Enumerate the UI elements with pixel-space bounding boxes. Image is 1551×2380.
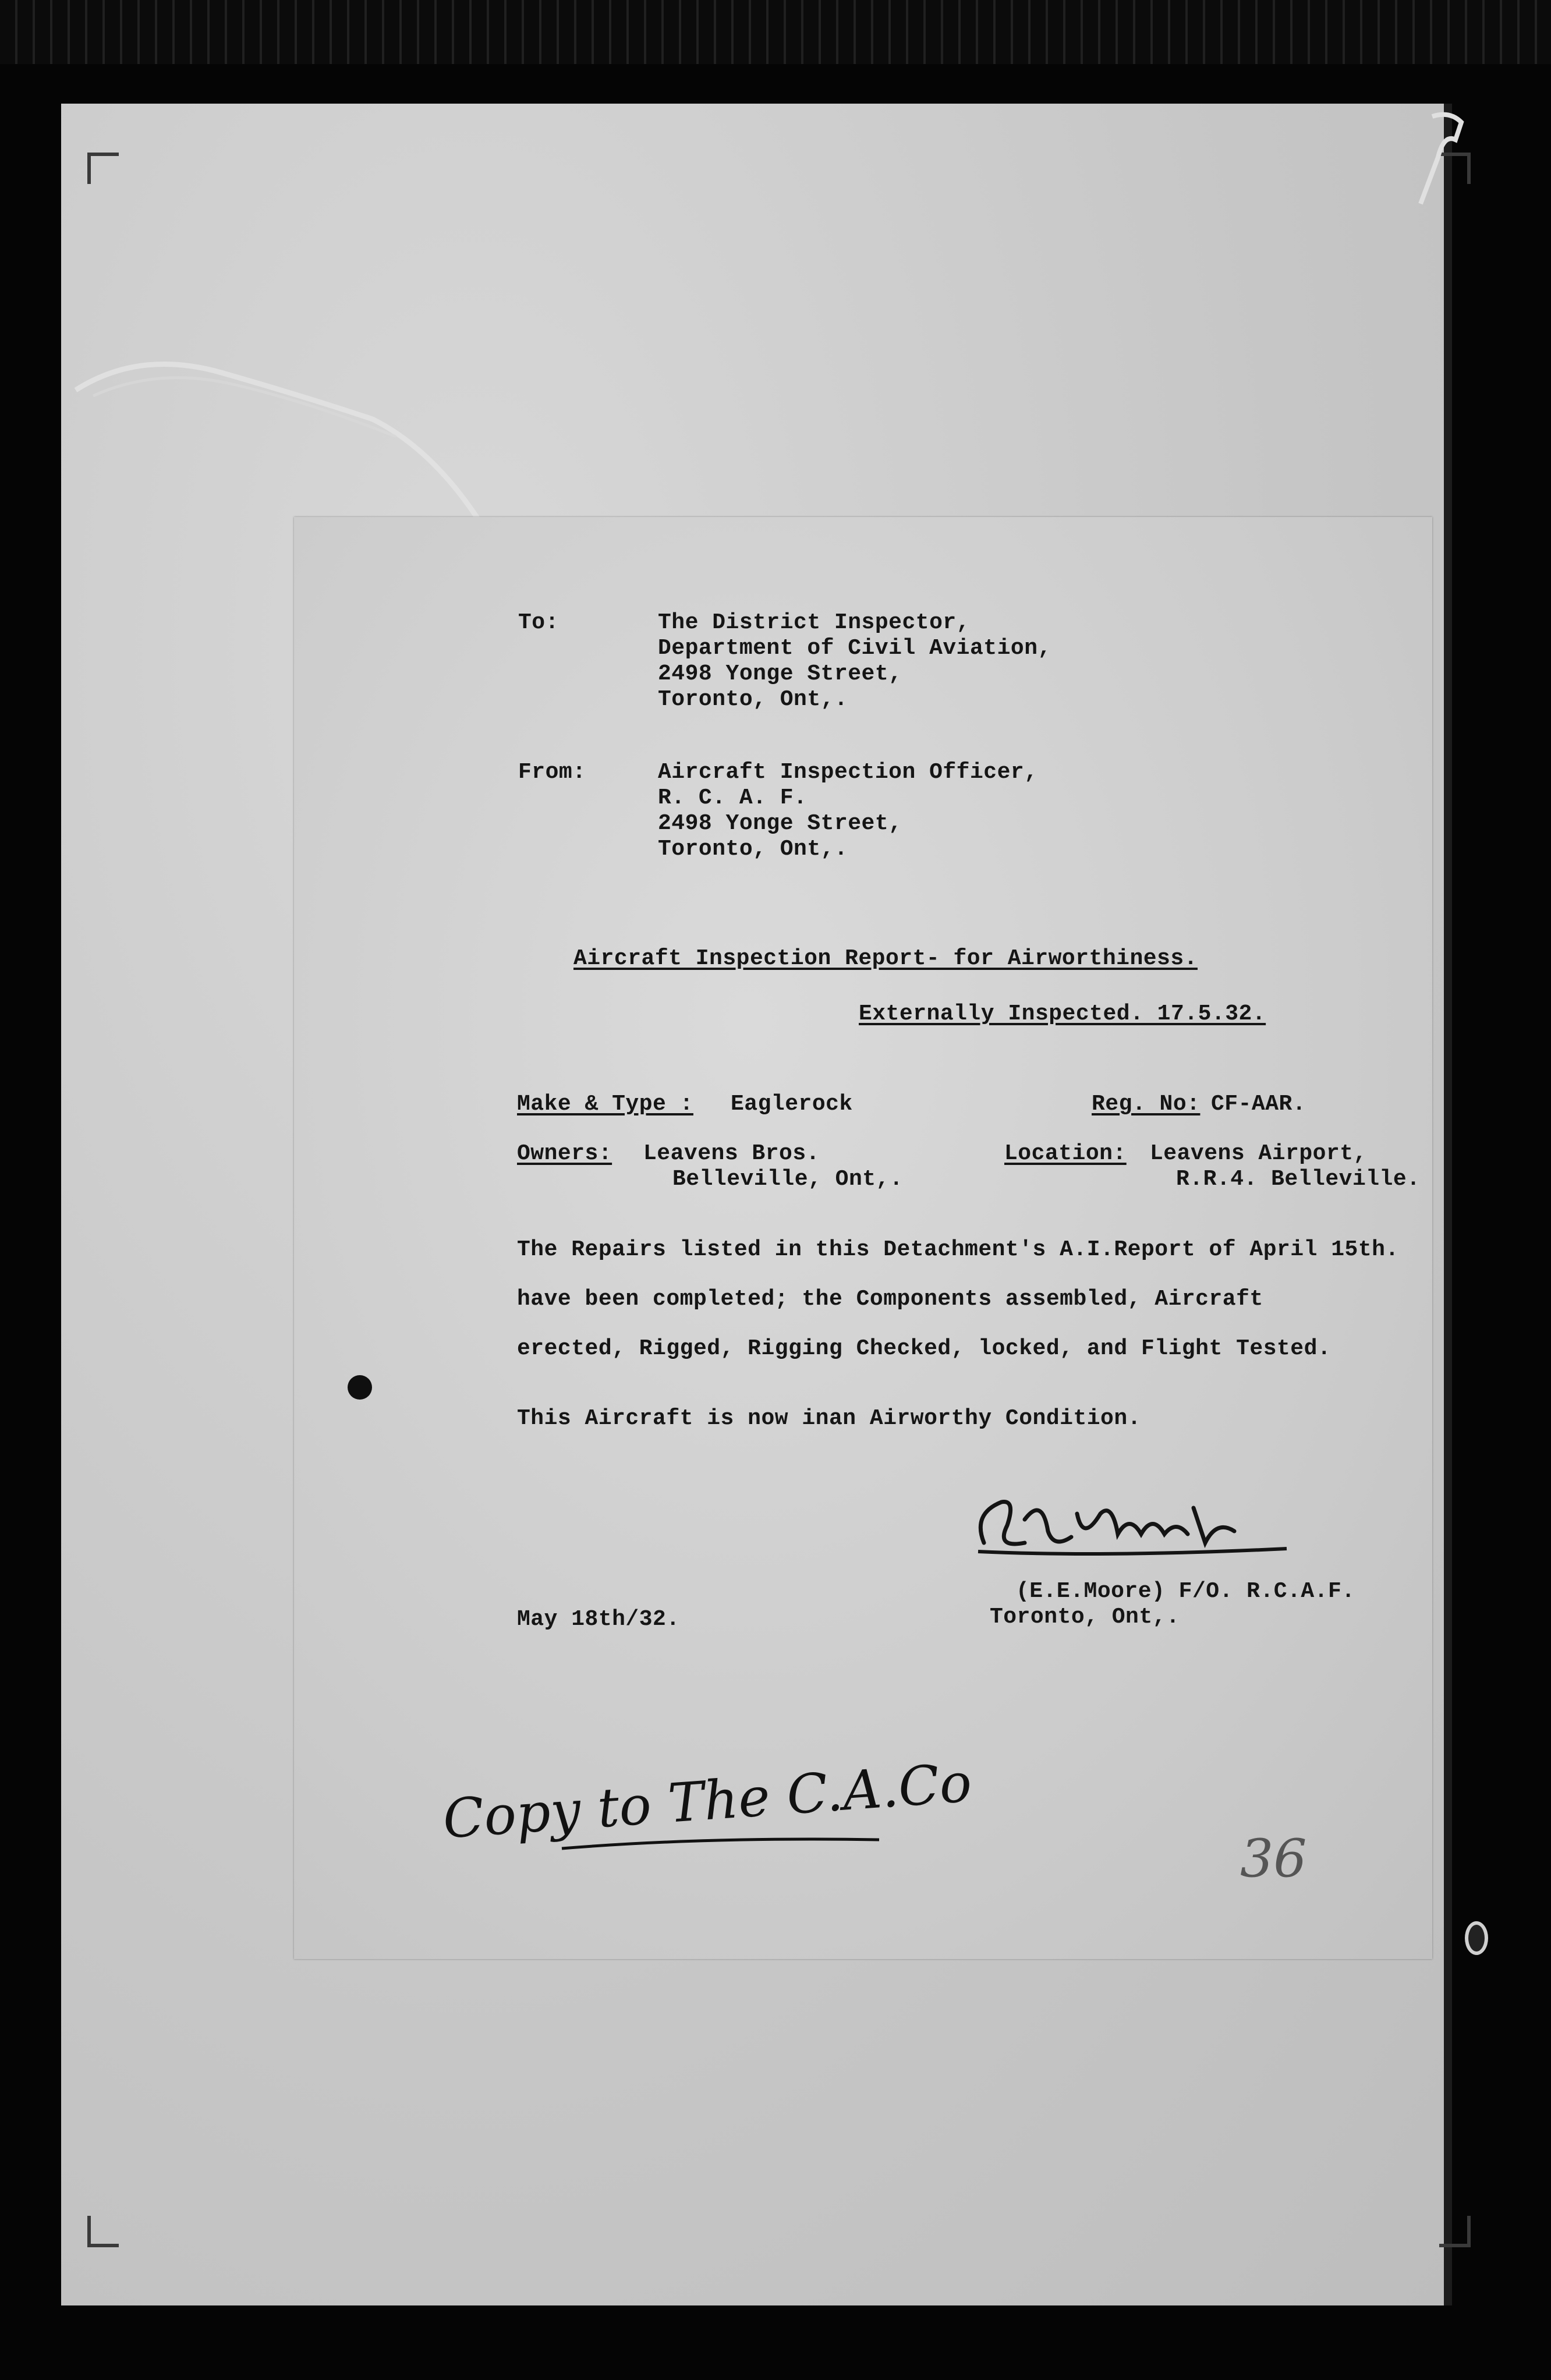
handwritten-copy-note: Copy to The C.A.Co xyxy=(441,1751,974,1851)
owners-line-2: Belleville, Ont,. xyxy=(672,1167,904,1192)
crop-mark-bottom-left xyxy=(87,2216,119,2247)
to-address-line-1: The District Inspector, xyxy=(658,610,970,635)
background-scrawl xyxy=(70,326,512,536)
location-line-1: Leavens Airport, xyxy=(1150,1141,1367,1166)
to-label: To: xyxy=(518,610,559,635)
from-address-line-1: Aircraft Inspection Officer, xyxy=(658,760,1038,785)
report-title: Aircraft Inspection Report- for Airworthiness. xyxy=(573,946,1198,971)
signature xyxy=(961,1479,1310,1566)
from-address-line-4: Toronto, Ont,. xyxy=(658,837,848,862)
memo-date: May 18th/32. xyxy=(517,1607,680,1632)
from-address-line-3: 2498 Yonge Street, xyxy=(658,811,902,836)
location-line-2: R.R.4. Belleville. xyxy=(1176,1167,1421,1192)
location-label: Location: xyxy=(1004,1141,1127,1166)
from-label: From: xyxy=(518,760,586,785)
to-address-line-3: 2498 Yonge Street, xyxy=(658,661,902,686)
signatory-line-1: (E.E.Moore) F/O. R.C.A.F. xyxy=(1016,1579,1355,1604)
owners-line-1: Leavens Bros. xyxy=(643,1141,820,1166)
crop-mark-top-left xyxy=(87,153,119,184)
to-address-line-2: Department of Civil Aviation, xyxy=(658,636,1051,661)
body-line-1: The Repairs listed in this Detachment's A.I.Report of April 15th. xyxy=(517,1237,1399,1262)
punch-hole-mark xyxy=(348,1375,372,1400)
mount-edge xyxy=(1444,104,1452,2305)
film-strip-border xyxy=(0,0,1551,64)
crop-mark-bottom-right xyxy=(1439,2216,1471,2247)
condition-line: This Aircraft is now inan Airworthy Condition. xyxy=(517,1406,1141,1431)
report-subtitle: Externally Inspected. 17.5.32. xyxy=(859,1001,1266,1026)
edge-ring-mark xyxy=(1465,1921,1488,1955)
handwritten-underline xyxy=(559,1834,885,1857)
owners-label: Owners: xyxy=(517,1141,612,1166)
body-line-2: have been completed; the Components assembled, Aircraft xyxy=(517,1287,1263,1312)
make-type-value: Eaglerock xyxy=(731,1092,853,1117)
from-address-line-2: R. C. A. F. xyxy=(658,785,808,810)
signatory-line-2: Toronto, Ont,. xyxy=(990,1605,1180,1630)
reg-no-label: Reg. No: xyxy=(1092,1092,1201,1117)
to-address-line-4: Toronto, Ont,. xyxy=(658,687,848,712)
torn-corner-mark xyxy=(1409,105,1479,210)
reg-no-value: CF-AAR. xyxy=(1211,1092,1306,1117)
body-line-3: erected, Rigged, Rigging Checked, locked, and Flight Tested. xyxy=(517,1336,1332,1361)
handwritten-page-number: 36 xyxy=(1240,1828,1307,1889)
make-type-label: Make & Type : xyxy=(517,1092,693,1117)
